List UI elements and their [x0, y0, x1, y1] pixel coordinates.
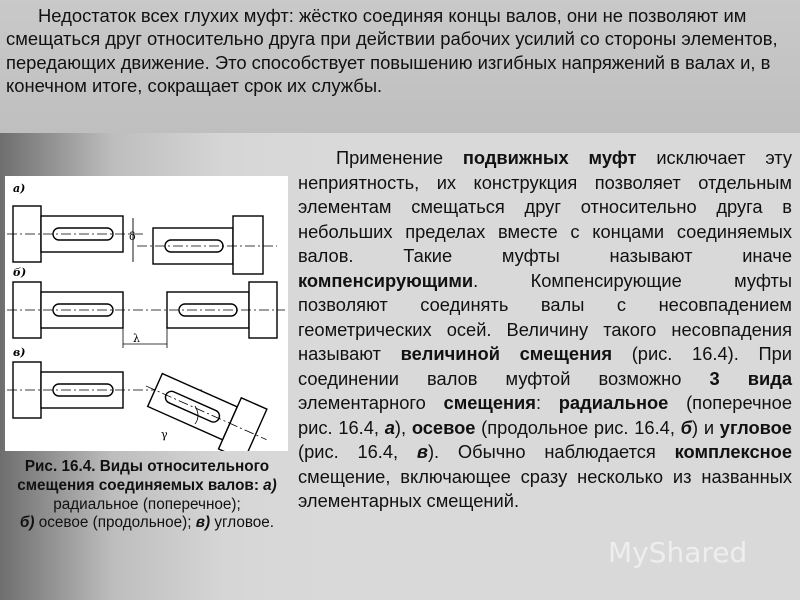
- top-paragraph: [6, 4, 794, 98]
- label-b: б): [13, 266, 27, 279]
- caption-b-label: б): [19, 514, 35, 532]
- body-text-segment: Применение: [336, 147, 463, 168]
- symbol-lambda: λ: [133, 332, 140, 345]
- body-text-segment: смещение, включающее сразу несколько из названных элементарных смещений.: [298, 465, 792, 511]
- body-text-segment: ),: [394, 416, 412, 438]
- term-three-types: 3 вида: [709, 367, 793, 389]
- body-text-segment: (поперечное рис. 16.4,: [298, 392, 792, 438]
- term-displacement: смещения: [443, 392, 536, 413]
- shaft-a-right: [233, 216, 263, 274]
- body-text-segment: (рис. 16.4,: [298, 441, 417, 462]
- caption-title: Рис. 16.4. Виды относительного смещения соединяемых валов:: [17, 458, 270, 494]
- figure-shaft-displacement: [5, 176, 288, 451]
- top-paragraph-text: Недостаток всех глухих муфт: жёстко соединяя концы валов, они не позволяют им смещаться друг относительно друга при действии рабочих усилий со стороны элементов, передающих движение. Это способствует повышению изгибных напряжений в валах и, в конечном итоге, сокращает срок их службы.: [6, 5, 778, 97]
- term-displacement-value: величиной смещения: [400, 343, 613, 364]
- body-text-segment: (рис. 16.4). При соединении валов муфтой возможно: [298, 343, 792, 389]
- body-text-segment: исключает эту неприятность, их конструкция позволяет отдельным элементам смещаться друг относительно друга в небольших пределах вместе с концами соединяемых валов. Такие муфты называют иначе: [298, 147, 792, 266]
- top-banner: [0, 0, 800, 133]
- ref-a: а: [384, 416, 395, 438]
- figure-caption: [6, 458, 288, 533]
- caption-b-text: осевое (продольное);: [34, 514, 192, 532]
- body-text-segment: элементарного: [298, 392, 444, 413]
- symbol-gamma: γ: [161, 428, 168, 441]
- body-text-segment: ) и: [691, 416, 720, 438]
- body-text-segment: :: [535, 392, 559, 413]
- caption-c-text: угловое.: [210, 514, 275, 532]
- main-paragraph: [298, 146, 792, 514]
- caption-c-label: в): [195, 514, 211, 532]
- body-text-segment: (продольное рис. 16.4,: [475, 416, 681, 438]
- body-text-segment: ). Обычно наблюдается: [427, 441, 675, 462]
- ref-b: б: [680, 416, 692, 438]
- symbol-delta: δ: [129, 230, 136, 243]
- term-angular: угловое: [719, 416, 792, 438]
- label-a: а): [13, 182, 26, 195]
- caption-a-label: а): [263, 476, 277, 494]
- caption-a-text: радиальное (поперечное);: [53, 495, 241, 513]
- label-c: в): [13, 346, 26, 359]
- shaft-c-right-group: [134, 360, 277, 451]
- watermark-text: MyShared: [608, 536, 748, 569]
- term-axial: осевое: [411, 416, 476, 438]
- term-compensating: компенсирующими: [298, 269, 474, 291]
- shaft-diagram: [5, 176, 288, 451]
- ref-c: в: [416, 441, 428, 462]
- term-movable-couplings: подвижных муфт: [462, 147, 637, 168]
- term-radial: радиальное: [558, 392, 669, 413]
- term-complex: комплексное: [674, 441, 792, 462]
- body-text-segment: . Компенсирующие муфты позволяют соединять валы с несовпадением геометрических осей. Величину такого несовпадения называют: [298, 269, 792, 364]
